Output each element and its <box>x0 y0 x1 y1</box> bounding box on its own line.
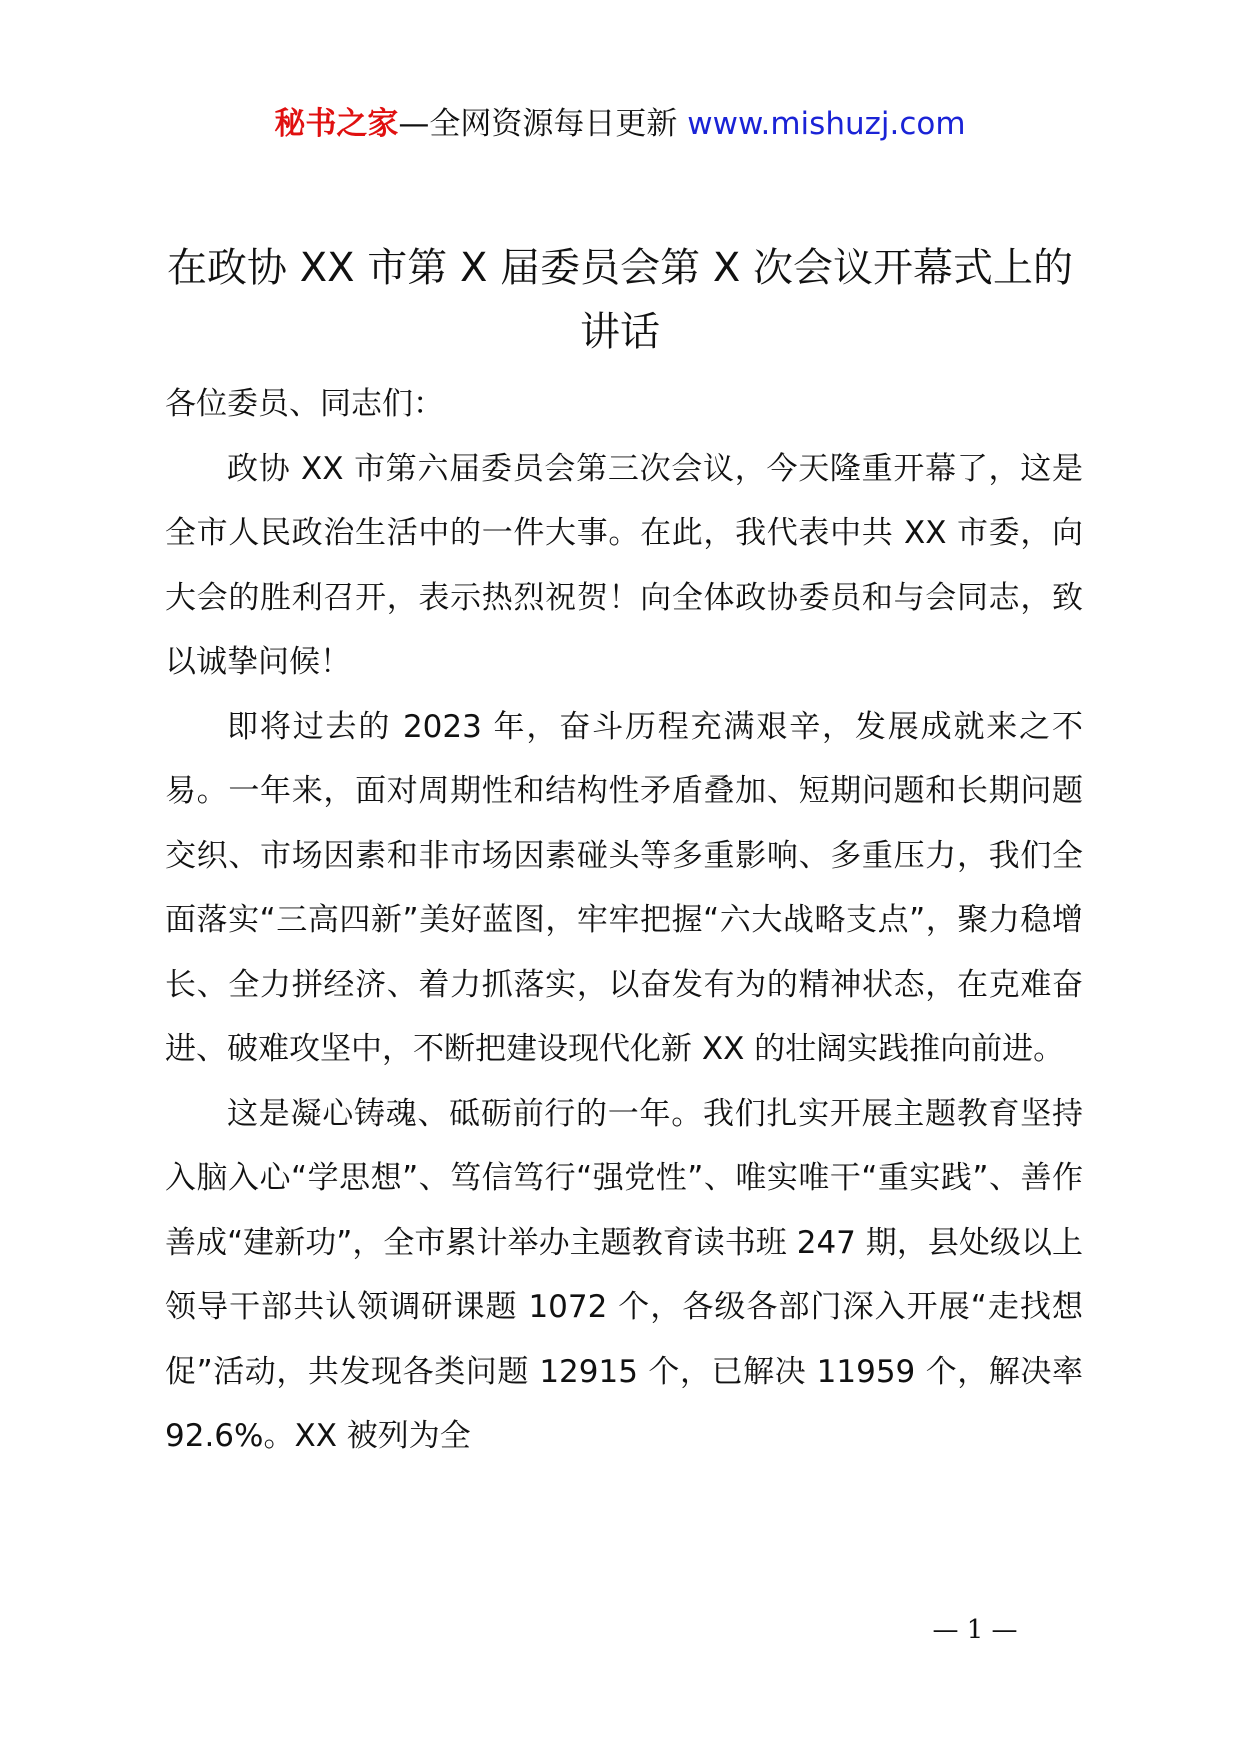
site-tagline: —全网资源每日更新 <box>398 106 688 142</box>
site-url-link[interactable]: www.mishuzj.com <box>687 106 966 142</box>
paragraph: 政协 XX 市第六届委员会第三次会议，今天隆重开幕了，这是全市人民政治生活中的一件大事。在此，我代表中共 XX 市委，向大会的胜利召开，表示热烈祝贺！向全体政协委员和与会同志，致以诚挚问候！ <box>165 450 1083 680</box>
site-banner <box>0 102 1240 146</box>
page-number: — 1 — <box>932 1615 1018 1645</box>
paragraph: 这是凝心铸魂、砥砺前行的一年。我们扎实开展主题教育坚持入脑入心“学思想”、笃信笃行“强党性”、唯实唯干“重实践”、善作善成“建新功”，全市累计举办主题教育读书班 247 期，县处级以上领导干部共认领调研课题 1072 个，各级各部门深入开展“走找想促”活动，共发现各类问题 12915 个，已解决 11959 个，解决率 92.6%。XX 被列为全 <box>165 1095 1083 1454</box>
document-title: 在政协 XX 市第 X 届委员会第 X 次会议开幕式上的讲话 <box>167 245 1073 355</box>
site-brand: 秘书之家 <box>274 106 399 142</box>
document-body <box>165 372 1083 1469</box>
salutation: 各位委员、同志们： <box>165 386 444 422</box>
paragraph: 即将过去的 2023 年，奋斗历程充满艰辛，发展成就来之不易。一年来，面对周期性和结构性矛盾叠加、短期问题和长期问题交织、市场因素和非市场因素碰头等多重影响、多重压力，我们全面落实“三高四新”美好蓝图，牢牢把握“六大战略支点”，聚力稳增长、全力拼经济、着力抓落实，以奋发有为的精神状态，在克难奋进、破难攻坚中，不断把建设现代化新 XX 的壮阔实践推向前进。 <box>165 708 1083 1067</box>
